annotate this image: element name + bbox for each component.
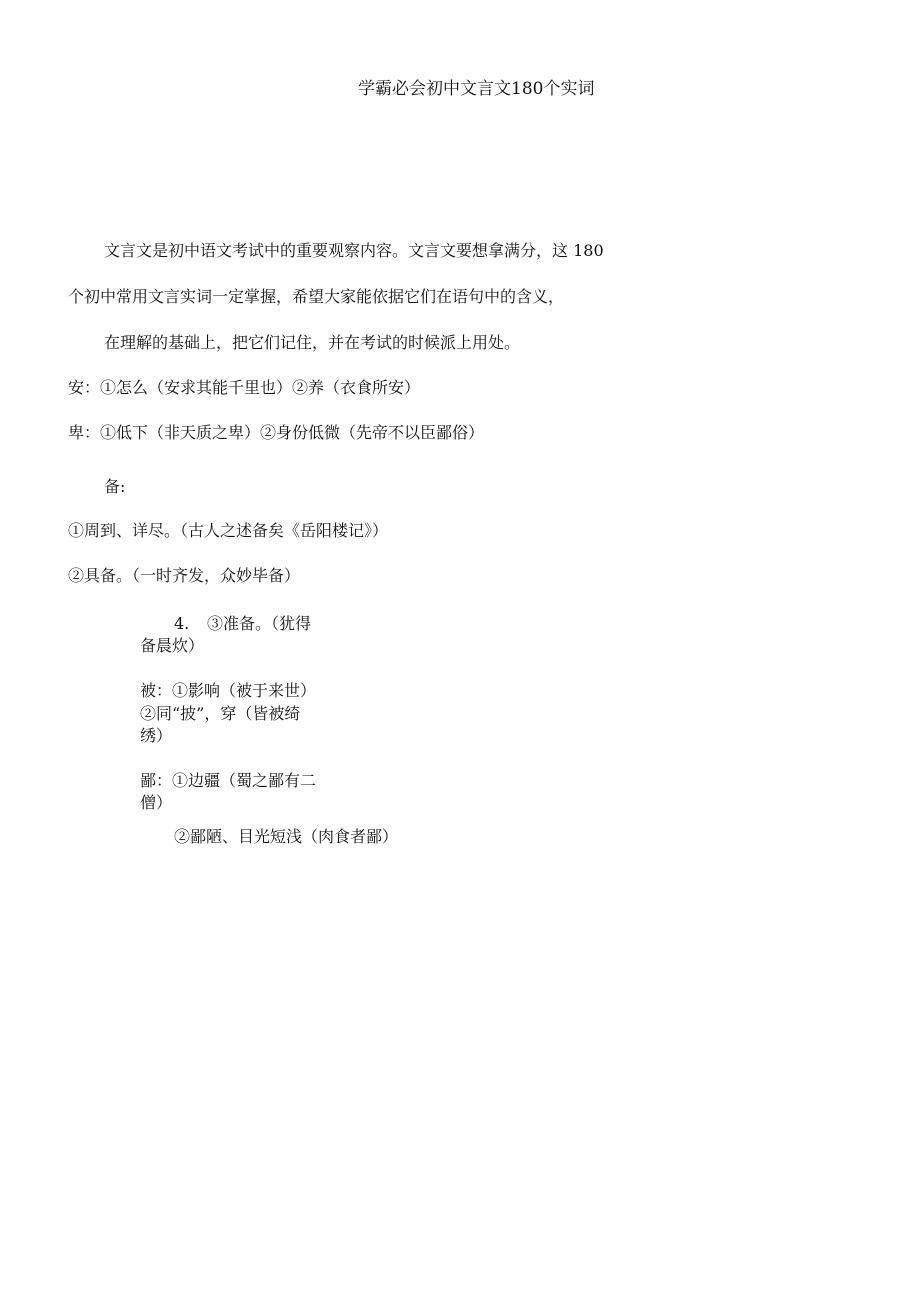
entry-bei-cover-2: ②同“披”，穿（皆被绮: [140, 704, 301, 723]
page-title: 学霸必会初中文言文180个实词: [358, 79, 595, 99]
intro-line-1: 文言文是初中语文考试中的重要观察内容。文言文要想拿满分，这 180: [104, 241, 604, 260]
entry-bei-cover-1: 被：①影响（被于来世）: [140, 681, 317, 700]
entry-an: 安：①怎么（安求其能千里也）②养（衣食所安）: [68, 378, 421, 397]
entry-bei-prepare-sense-3: ③准备。（犹得: [207, 614, 312, 633]
entry-bei-prepare-head: 备:: [104, 477, 126, 496]
entry-bei-prepare-sense-3-cont: 备晨炊）: [140, 636, 205, 655]
entry-bei-cover-3: 绣）: [140, 726, 173, 745]
entry-bi-3: ②鄙陋、目光短浅（肉食者鄙）: [174, 827, 399, 846]
entry-bei-prepare-sense-2: ②具备。（一时齐发，众妙毕备）: [68, 566, 301, 585]
entry-bei-prepare-number: 4.: [174, 614, 190, 633]
intro-line-3: 在理解的基础上，把它们记住，并在考试的时候派上用处。: [104, 333, 521, 352]
entry-bei-prepare-sense-1: ①周到、详尽。（古人之述备矣《岳阳楼记》）: [68, 521, 389, 540]
entry-bei-low: 卑：①低下（非天质之卑）②身份低微（先帝不以臣鄙俗）: [68, 423, 485, 442]
intro-line-2: 个初中常用文言实词一定掌握，希望大家能依据它们在语句中的含义，: [68, 287, 565, 306]
entry-bi-2: 僧）: [140, 793, 173, 812]
entry-bi-1: 鄙：①边疆（蜀之鄙有二: [140, 771, 317, 790]
